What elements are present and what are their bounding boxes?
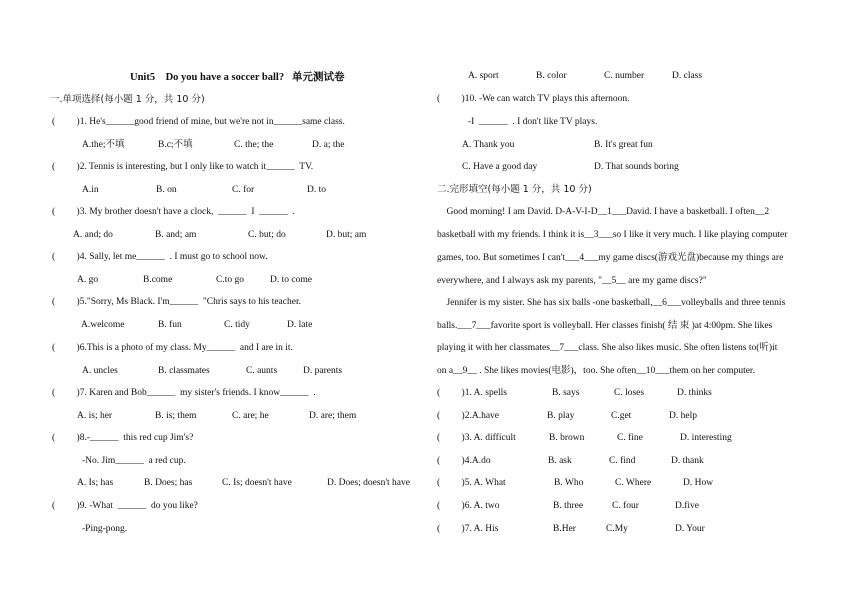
question-7: ( )7. Karen and Bob______ my sister's friends. I know______ .	[52, 388, 316, 398]
q6-option-c: C. aunts	[246, 366, 278, 376]
q5-option-d: D. late	[287, 320, 313, 330]
cloze-4-option-c: C. find	[609, 456, 636, 466]
q8-option-a: A. Is; has	[77, 478, 114, 488]
passage-line-4: everywhere, and I always ask my parents, "__5__ are my game discs?"	[437, 276, 707, 286]
question-10-reply: -I ______ . I don't like TV plays.	[468, 117, 598, 127]
cloze-question-5: ( )5. A. What	[437, 478, 506, 488]
q3-option-c: C. but; do	[248, 230, 286, 240]
cloze-7-option-c: C.My	[606, 524, 628, 534]
cloze-question-7: ( )7. A. His	[437, 524, 499, 534]
q7-option-d: D. are; them	[309, 411, 357, 421]
cloze-2-option-b: B. play	[547, 411, 575, 421]
question-10: ( )10. -We can watch TV plays this afternoon.	[437, 94, 630, 104]
q4-option-b: B.come	[143, 275, 173, 285]
question-5: ( )5."Sorry, Ms Black. I'm______ "Chris says to his teacher.	[52, 297, 301, 307]
q2-option-c: C. for	[232, 185, 255, 195]
cloze-5-option-d: D. How	[683, 478, 714, 488]
cloze-6-option-b: B. three	[553, 501, 584, 511]
q7-option-a: A. is; her	[77, 411, 113, 421]
q1-option-b: B.c;不填	[158, 140, 193, 150]
question-9-reply: -Ping-pong.	[82, 524, 128, 534]
cloze-2-option-c: C.get	[611, 411, 632, 421]
q9-option-a: A. sport	[468, 71, 499, 81]
q8-option-c: C. Is; doesn't have	[222, 478, 292, 488]
passage-line-1: Good morning! I am David. D-A-V-I-D__1___David. I have a basketball. I often__2	[437, 207, 770, 217]
section-heading-cloze: 二.完形填空(每小题 1 分，共 10 分)	[437, 184, 592, 195]
cloze-5-option-c: C. Where	[615, 478, 652, 488]
cloze-question-3: ( )3. A. difficult	[437, 433, 516, 443]
cloze-1-option-c: C. loses	[614, 388, 645, 398]
q10-option-b: B. It's great fun	[594, 140, 653, 150]
cloze-7-option-b: B.Her	[553, 524, 576, 534]
cloze-3-option-c: C. fine	[617, 433, 643, 443]
q9-option-d: D. class	[672, 71, 703, 81]
q8-option-b: B. Does; has	[144, 478, 193, 488]
q5-option-c: C. tidy	[224, 320, 250, 330]
q1-option-a: A.the;不填	[82, 140, 125, 150]
q2-option-d: D. to	[307, 185, 326, 195]
q4-option-c: C.to go	[216, 275, 244, 285]
q7-option-b: B. is; them	[155, 411, 197, 421]
cloze-question-6: ( )6. A. two	[437, 501, 500, 511]
cloze-1-option-d: D. thinks	[677, 388, 712, 398]
cloze-5-option-b: B. Who	[554, 478, 584, 488]
cloze-7-option-d: D. Your	[675, 524, 705, 534]
question-3: ( )3. My brother doesn't have a clock, ______ I ______ .	[52, 207, 295, 217]
question-9: ( )9. -What ______ do you like?	[52, 501, 198, 511]
q10-option-c: C. Have a good day	[462, 162, 538, 172]
q8-option-d: D. Does; doesn't have	[327, 478, 410, 488]
q3-option-d: D. but; am	[326, 230, 367, 240]
question-4: ( )4. Sally, let me______ . I must go to school now.	[52, 252, 268, 262]
q5-option-b: B. fun	[158, 320, 182, 330]
q1-option-c: C. the; the	[234, 140, 274, 150]
q4-option-d: D. to come	[270, 275, 312, 285]
passage-line-3: games, too. But sometimes I can't___4___my game discs(游戏光盘)because my things are	[437, 253, 784, 263]
cloze-6-option-d: D.five	[675, 501, 700, 511]
question-8: ( )8.-______ this red cup Jim's?	[52, 433, 194, 443]
passage-line-8: on a__9__ . She likes movies(电影)，too. She often__10___them on her computer.	[437, 366, 755, 376]
question-8-reply: -No. Jim______ a red cup.	[82, 456, 186, 466]
q3-option-b: B. and; am	[155, 230, 197, 240]
cloze-question-1: ( )1. A. spells	[437, 388, 507, 398]
q9-option-b: B. color	[536, 71, 567, 81]
passage-line-2: basketball with my friends. I think it is__3___so I like it very much. I like playing computer	[437, 230, 788, 240]
exam-title: Unit5 Do you have a soccer ball? 单元测试卷	[130, 72, 345, 83]
q6-option-b: B. classmates	[158, 366, 210, 376]
q3-option-a: A. and; do	[73, 230, 113, 240]
q2-option-a: A.in	[82, 185, 99, 195]
cloze-4-option-d: D. thank	[671, 456, 704, 466]
q7-option-c: C. are; he	[232, 411, 269, 421]
section-heading-single-choice: 一.单项选择(每小题 1 分，共 10 分)	[50, 94, 205, 105]
q6-option-a: A. uncles	[82, 366, 118, 376]
q10-option-d: D. That sounds boring	[594, 162, 679, 172]
cloze-6-option-c: C. four	[612, 501, 639, 511]
question-1: ( )1. He's______good friend of mine, but we're not in______same class.	[52, 117, 345, 127]
q4-option-a: A. go	[77, 275, 99, 285]
q10-option-a: A. Thank you	[462, 140, 515, 150]
passage-line-5: Jennifer is my sister. She has six balls -one basketball,__6___volleyballs and three tennis	[437, 298, 786, 308]
q9-option-c: C. number	[604, 71, 645, 81]
cloze-3-option-d: D. interesting	[680, 433, 732, 443]
q2-option-b: B. on	[156, 185, 177, 195]
cloze-1-option-b: B. says	[552, 388, 580, 398]
q1-option-d: D. a; the	[312, 140, 345, 150]
cloze-question-2: ( )2.A.have	[437, 411, 499, 421]
question-6: ( )6.This is a photo of my class. My______ and I are in it.	[52, 343, 293, 353]
q6-option-d: D. parents	[303, 366, 343, 376]
cloze-question-4: ( )4.A.do	[437, 456, 491, 466]
passage-line-7: playing it with her classmates__7___class. She also likes music. She often listens to(听)it	[437, 343, 778, 353]
cloze-3-option-b: B. brown	[549, 433, 585, 443]
passage-line-6: balls.___7___favorite sport is volleyball. Her classes finish( 结 束 )at 4:00pm. She likes	[437, 321, 773, 331]
cloze-4-option-b: B. ask	[548, 456, 572, 466]
cloze-2-option-d: D. help	[669, 411, 697, 421]
q5-option-a: A.welcome	[81, 320, 125, 330]
question-2: ( )2. Tennis is interesting, but I only like to watch it______ TV.	[52, 162, 314, 172]
